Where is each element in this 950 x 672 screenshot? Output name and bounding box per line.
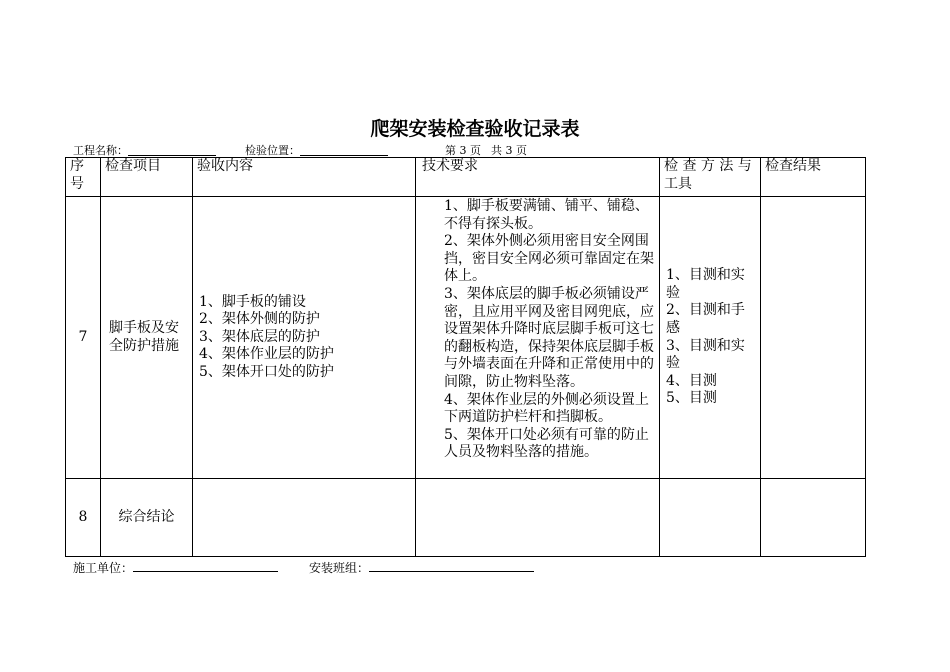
team-label: 安装班组： xyxy=(309,560,369,576)
header-tech: 技术要求 xyxy=(416,158,660,197)
location-field[interactable] xyxy=(300,144,388,156)
header-seq: 序号 xyxy=(66,158,101,197)
table-row xyxy=(66,197,866,479)
team-field[interactable] xyxy=(369,560,534,572)
builder-field[interactable] xyxy=(133,560,278,572)
row-result[interactable] xyxy=(761,479,866,557)
row-tech: 1、脚手板要满铺、铺平、铺稳、不得有探头板。 2、架体外侧必须用密目安全网围挡，密目安全网必须可靠固定在架体上。 3、架体底层的脚手板必须铺设严密，且应用平网及密目网兜底，应设置架体升降时底层脚手板可这七的翻板构造，保持架体底层脚手板与外墙表面在升降和正常使用中的间隙，防止物料坠落。 4、架体作业层的外侧必须设置上下两道防护栏杆和挡脚板。 5、架体开口处必须有可靠的防止人员及物料坠落的措施。 xyxy=(416,197,660,479)
row-item: 综合结论 xyxy=(101,479,193,557)
row-content[interactable] xyxy=(193,479,416,557)
row-content: 1、脚手板的铺设 2、架体外侧的防护 3、架体底层的防护 4、架体作业层的防护 5、架体开口处的防护 xyxy=(193,197,416,479)
header-result: 检查结果 xyxy=(761,158,866,197)
page-title: 爬架安装检查验收记录表 xyxy=(370,118,580,140)
page-current: 第 3 页 xyxy=(445,144,481,157)
row-seq: 7 xyxy=(66,197,101,479)
meta-line xyxy=(73,144,873,158)
project-name-label: 工程名称： xyxy=(73,144,128,158)
row-item: 脚手板及安全防护措施 xyxy=(101,197,193,479)
header-item: 检查项目 xyxy=(101,158,193,197)
footer-line xyxy=(73,560,873,576)
header-content: 验收内容 xyxy=(193,158,416,197)
row-seq: 8 xyxy=(66,479,101,557)
location-label: 检验位置： xyxy=(245,144,300,158)
builder-label: 施工单位： xyxy=(73,560,133,576)
row-method[interactable] xyxy=(660,479,761,557)
row-tech[interactable] xyxy=(416,479,660,557)
header-method: 检 查 方 法 与 工具 xyxy=(660,158,761,197)
project-name-field[interactable] xyxy=(128,144,216,156)
page-total: 共 3 页 xyxy=(491,144,527,157)
row-method: 1、目测和实验 2、目测和手感 3、目测和实验 4、目测 5、目测 xyxy=(660,197,761,479)
table-header-row xyxy=(66,158,866,197)
row-result[interactable] xyxy=(761,197,866,479)
inspection-table xyxy=(65,157,866,557)
table-row xyxy=(66,479,866,557)
